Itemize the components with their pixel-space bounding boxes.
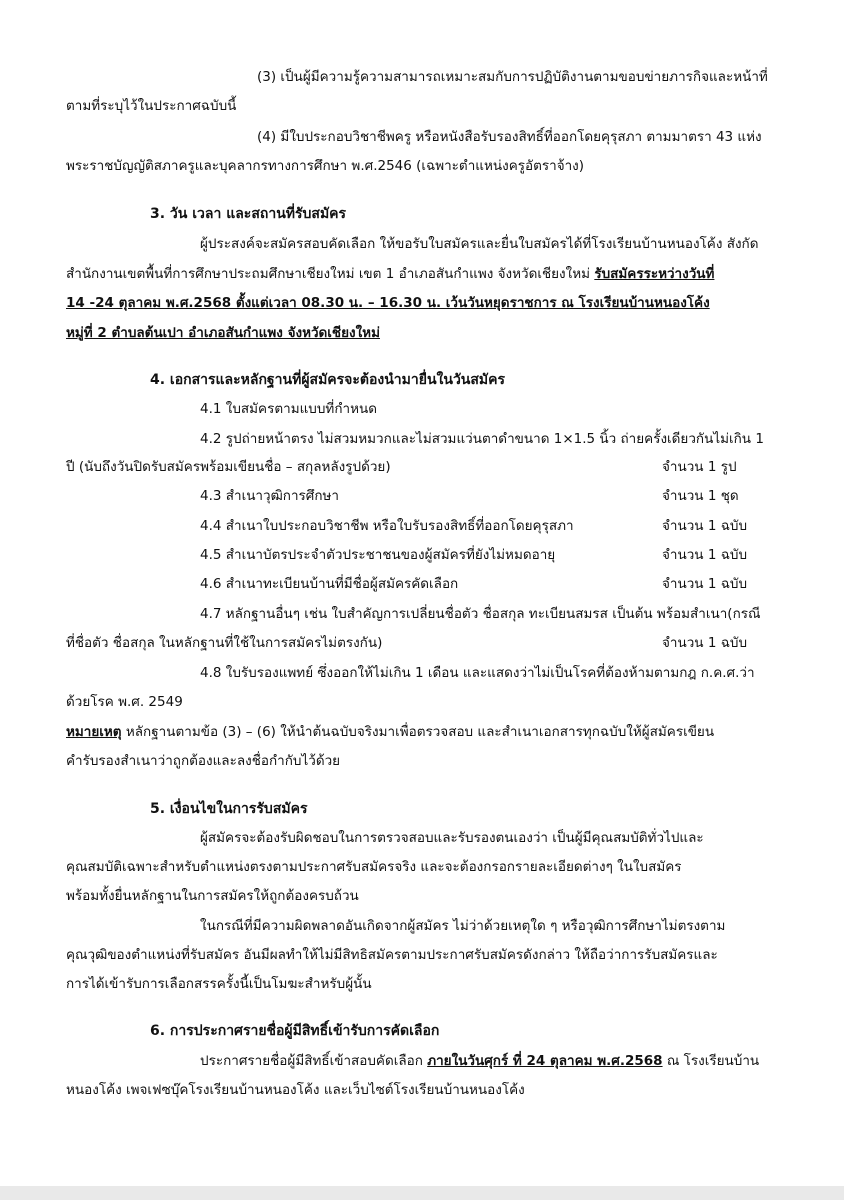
- section-5-p1-line-2: คุณสมบัติเฉพาะสำหรับตำแหน่งตรงตามประกาศรับสมัครจริง และจะต้องกรอกรายละเอียดต่างๆ ในใบสมัคร: [66, 859, 682, 875]
- item-4-line-1: (4) มีใบประกอบวิชาชีพครู หรือหนังสือรับรองสิทธิ์ที่ออกโดยคุรุสภา ตามมาตรา 43 แห่ง: [257, 129, 762, 145]
- section-5-p2-line-3: การได้เข้ารับการเลือกสรรครั้งนี้เป็นโมฆะสำหรับผู้นั้น: [66, 976, 372, 992]
- section-6-line-1-tail: ณ โรงเรียนบ้าน: [662, 1053, 760, 1069]
- section-5-heading: 5. เงื่อนไขในการรับสมัคร: [150, 801, 308, 817]
- doc-item-4-4: 4.4 สำเนาใบประกอบวิชาชีพ หรือใบรับรองสิทธิ์ที่ออกโดยคุรุสภา: [200, 518, 574, 534]
- bottom-edge-bar: [0, 1186, 844, 1200]
- item-4-line-2: พระราชบัญญัติสภาครูและบุคลากรทางการศึกษา พ.ศ.2546 (เฉพาะตำแหน่งครูอัตราจ้าง): [66, 158, 585, 174]
- doc-item-4-3-quantity: จำนวน 1 ชุด: [662, 488, 739, 504]
- section-6-line-1: [200, 1051, 759, 1071]
- section-5-p1-line-3: พร้อมทั้งยื่นหลักฐานในการสมัครให้ถูกต้องครบถ้วน: [66, 888, 359, 904]
- section-4-heading: 4. เอกสารและหลักฐานที่ผู้สมัครจะต้องนำมายื่นในวันสมัคร: [150, 372, 506, 388]
- section-6-line-2: หนองโค้ง เพจเฟซบุ๊คโรงเรียนบ้านหนองโค้ง และเว็บไซต์โรงเรียนบ้านหนองโค้ง: [66, 1082, 525, 1098]
- section-6-line-1-text: ประกาศรายชื่อผู้มีสิทธิ์เข้าสอบคัดเลือก: [200, 1053, 428, 1069]
- doc-item-4-7-line-2: ที่ชื่อตัว ชื่อสกุล ในหลักฐานที่ใช้ในการสมัครไม่ตรงกัน): [66, 635, 383, 651]
- doc-item-4-2-line-2: ปี (นับถึงวันปิดรับสมัครพร้อมเขียนชื่อ – สกุลหลังรูปด้วย): [66, 459, 391, 475]
- doc-item-4-5: 4.5 สำเนาบัตรประจำตัวประชาชนของผู้สมัครที่ยังไม่หมดอายุ: [200, 547, 556, 563]
- application-location: หมู่ที่ 2 ตำบลต้นเปา อำเภอสันกำแพง จังหวัดเชียงใหม่: [66, 325, 380, 341]
- doc-item-4-6: 4.6 สำเนาทะเบียนบ้านที่มีชื่อผู้สมัครคัดเลือก: [200, 576, 459, 592]
- section-3-line-1: ผู้ประสงค์จะสมัครสอบคัดเลือก ให้ขอรับใบสมัครและยื่นใบสมัครได้ที่โรงเรียนบ้านหนองโค้ง สังกัด: [200, 236, 759, 252]
- doc-item-4-3: 4.3 สำเนาวุฒิการศึกษา: [200, 488, 340, 504]
- doc-item-4-7-quantity: จำนวน 1 ฉบับ: [662, 635, 748, 651]
- section-5-p2-line-1: ในกรณีที่มีความผิดพลาดอันเกิดจากผู้สมัคร ไม่ว่าด้วยเหตุใด ๆ หรือวุฒิการศึกษาไม่ตรงตาม: [200, 918, 726, 934]
- section-3-line-2: [66, 264, 714, 284]
- item-3-line-2: ตามที่ระบุไว้ในประกาศฉบับนี้: [66, 98, 237, 114]
- section-3-line-2-text: สำนักงานเขตพื้นที่การศึกษาประถมศึกษาเชียงใหม่ เขต 1 อำเภอสันกำแพง จังหวัดเชียงใหม่: [66, 266, 595, 282]
- doc-item-4-8-line-1: 4.8 ใบรับรองแพทย์ ซึ่งออกให้ไม่เกิน 1 เดือน และแสดงว่าไม่เป็นโรคที่ต้องห้ามตามกฎ ก.ค.ศ.ว่า: [200, 665, 755, 681]
- doc-item-4-2-line-1: 4.2 รูปถ่ายหน้าตรง ไม่สวมหมวกและไม่สวมแว่นตาดำขนาด 1×1.5 นิ้ว ถ่ายครั้งเดียวกันไม่เกิน 1: [200, 431, 764, 447]
- doc-item-4-7-line-1: 4.7 หลักฐานอื่นๆ เช่น ใบสำคัญการเปลี่ยนชื่อตัว ชื่อสกุล ทะเบียนสมรส เป็นต้น พร้อมสำเนา(กรณี: [200, 606, 761, 622]
- note-line-2: คำรับรองสำเนาว่าถูกต้องและลงชื่อกำกับไว้ด้วย: [66, 753, 341, 769]
- doc-item-4-2-quantity: จำนวน 1 รูป: [662, 459, 737, 475]
- item-3-line-1: (3) เป็นผู้มีความรู้ความสามารถเหมาะสมกับการปฏิบัติงานตามขอบข่ายภารกิจและหน้าที่: [257, 69, 768, 85]
- note-line-1: [66, 722, 714, 742]
- note-label: หมายเหตุ: [66, 724, 122, 740]
- application-period-label: รับสมัครระหว่างวันที่: [594, 266, 715, 282]
- doc-item-4-6-quantity: จำนวน 1 ฉบับ: [662, 576, 748, 592]
- announcement-date: ภายในวันศุกร์ ที่ 24 ตุลาคม พ.ศ.2568: [427, 1053, 663, 1069]
- section-3-heading: 3. วัน เวลา และสถานที่รับสมัคร: [150, 206, 347, 222]
- note-text: หลักฐานตามข้อ (3) – (6) ให้นำต้นฉบับจริงมาเพื่อตรวจสอบ และสำเนาเอกสารทุกฉบับให้ผู้สมัครเขียน: [121, 724, 715, 740]
- doc-item-4-4-quantity: จำนวน 1 ฉบับ: [662, 518, 748, 534]
- application-dates: 14 -24 ตุลาคม พ.ศ.2568 ตั้งแต่เวลา 08.30 น. – 16.30 น. เว้นวันหยุดราชการ ณ โรงเรียนบ้านหนองโค้ง: [66, 295, 710, 311]
- section-6-heading: 6. การประกาศรายชื่อผู้มีสิทธิ์เข้ารับการคัดเลือก: [150, 1023, 440, 1039]
- doc-item-4-5-quantity: จำนวน 1 ฉบับ: [662, 547, 748, 563]
- section-5-p1-line-1: ผู้สมัครจะต้องรับผิดชอบในการตรวจสอบและรับรองตนเองว่า เป็นผู้มีคุณสมบัติทั่วไปและ: [200, 830, 704, 846]
- section-5-p2-line-2: คุณวุฒิของตำแหน่งที่รับสมัคร อันมีผลทำให้ไม่มีสิทธิสมัครตามประกาศรับสมัครดังกล่าว ให้ถือว่าการรับสมัครและ: [66, 947, 718, 963]
- doc-item-4-1: 4.1 ใบสมัครตามแบบที่กำหนด: [200, 401, 377, 417]
- doc-item-4-8-line-2: ด้วยโรค พ.ศ. 2549: [66, 694, 183, 710]
